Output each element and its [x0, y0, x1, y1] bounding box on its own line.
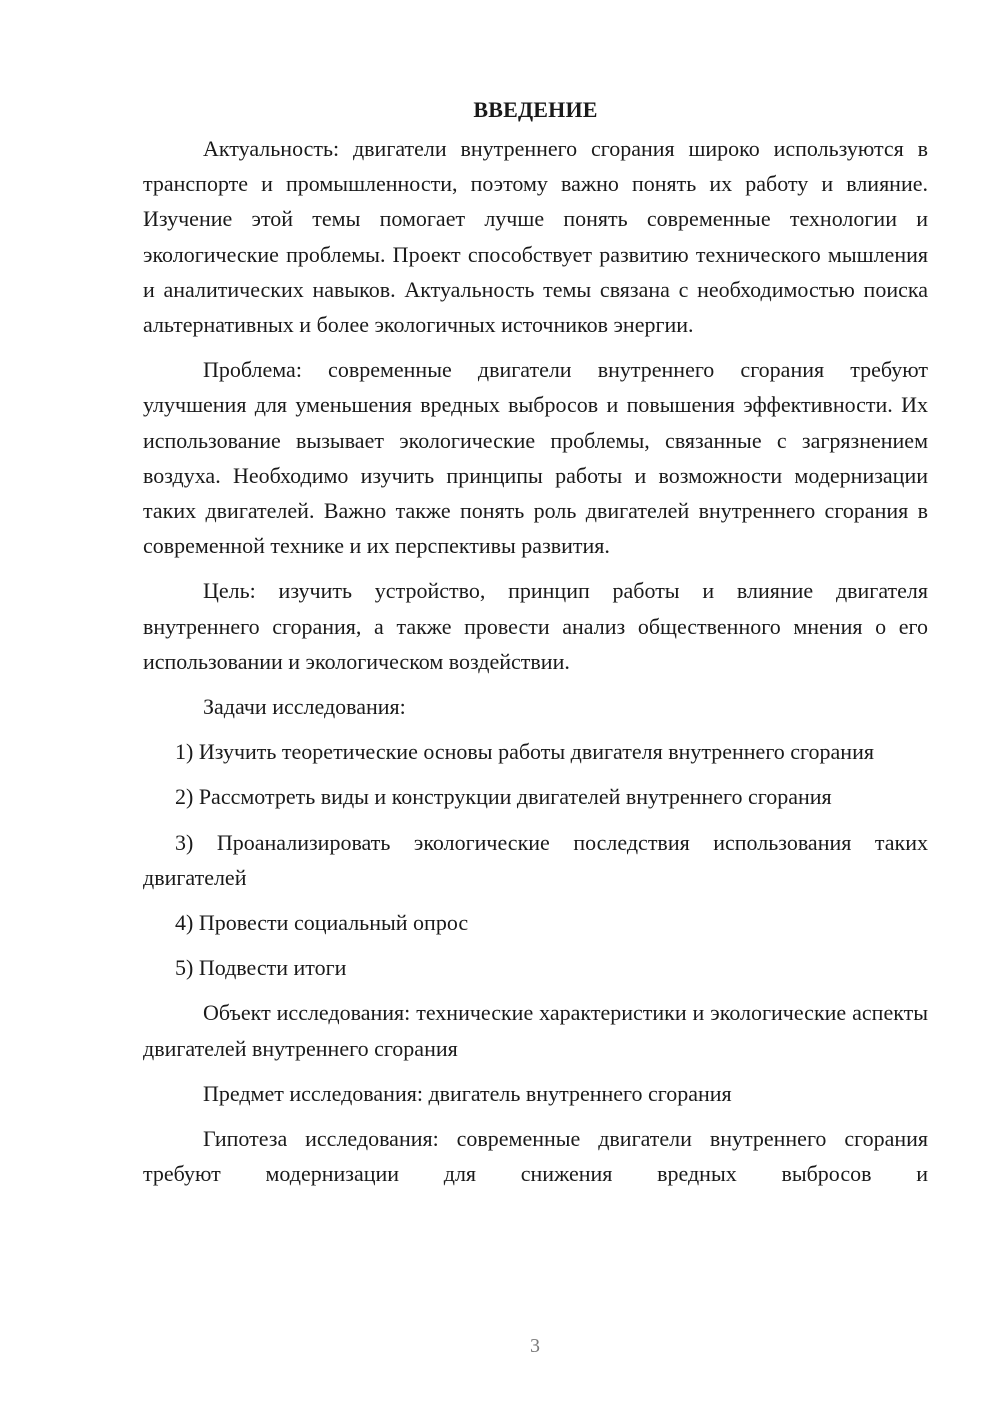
subject-paragraph: Предмет исследования: двигатель внутреннего сгорания [203, 1080, 732, 1106]
page-number: 3 [530, 1335, 540, 1357]
task-item-1: 1) Изучить теоретические основы работы двигателя внутреннего сгорания [175, 739, 874, 765]
task-item-2: 2) Рассмотреть виды и конструкции двигателей внутреннего сгорания [175, 784, 832, 810]
goal-paragraph: Цель: изучить устройство, принцип работы и влияние двигателя внутреннего сгорания, а также провести анализ общественного мнения о его использовании и экологическом воздействии. [143, 578, 928, 674]
tasks-heading: Задачи исследования: [203, 694, 406, 720]
document-page [143, 92, 928, 1201]
task-item-4: 4) Провести социальный опрос [175, 910, 469, 936]
hypothesis-paragraph: Гипотеза исследования: современные двигатели внутреннего сгорания требуют модернизации для снижения вредных выбросов и [143, 1126, 928, 1187]
problem-paragraph: Проблема: современные двигатели внутреннего сгорания требуют улучшения для уменьшения вредных выбросов и повышения эффективности. Их использование вызывает экологические проблемы, связанные с загрязнением воздуха. Необходимо изучить принципы работы и возможности модернизации таких двигателей. Важно также понять роль двигателей внутреннего сгорания в современной технике и их перспективы развития. [143, 357, 928, 559]
relevance-paragraph: Актуальность: двигатели внутреннего сгорания широко используются в транспорте и промышленности, поэтому важно понять их работу и влияние. Изучение этой темы помогает лучше понять современные технологии и экологические проблемы. Проект способствует развитию технического мышления и аналитических навыков. Актуальность темы связана с необходимостью поиска альтернативных и более экологичных источников энергии. [143, 136, 928, 338]
object-paragraph: Объект исследования: технические характеристики и экологические аспекты двигателей внутреннего сгорания [143, 1000, 928, 1061]
section-title: ВВЕДЕНИЕ [473, 97, 598, 122]
task-item-5: 5) Подвести итоги [175, 955, 347, 981]
task-item-3: 3) Проанализировать экологические последствия использования таких двигателей [143, 829, 928, 890]
